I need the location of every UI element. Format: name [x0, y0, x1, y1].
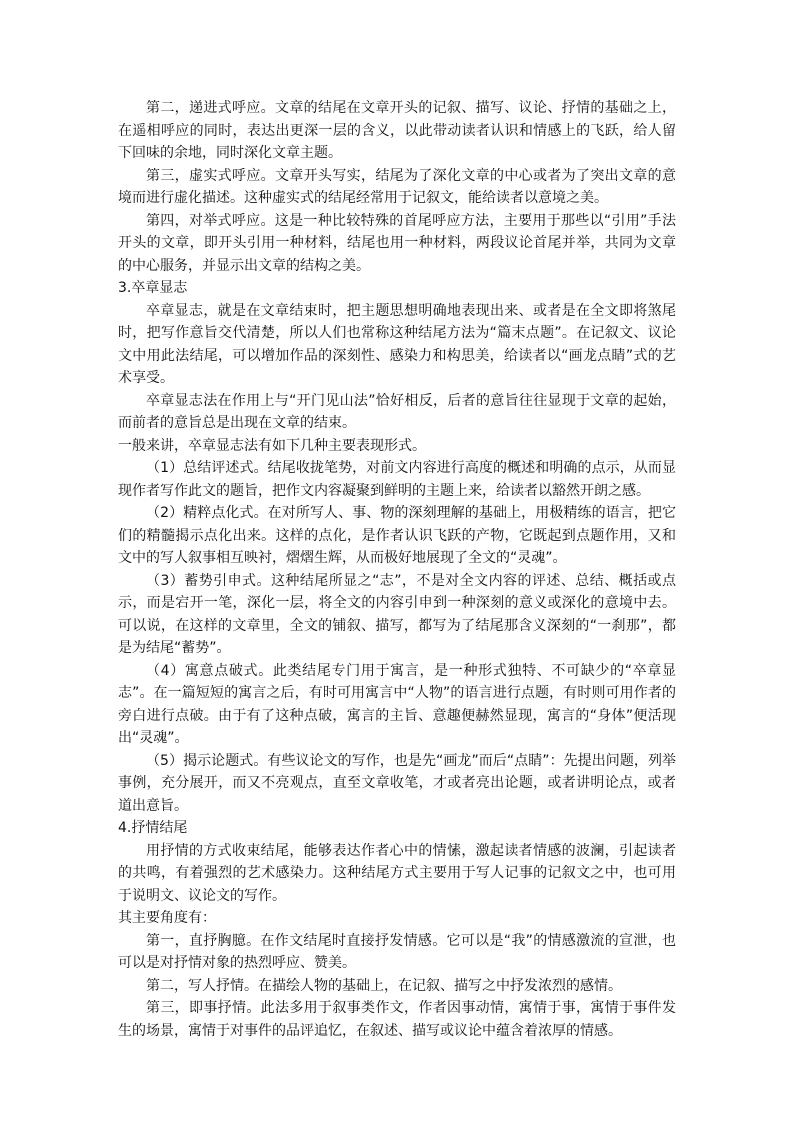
paragraph-progressive-echo: 第二，递进式呼应。文章的结尾在文章开头的记叙、描写、议论、抒情的基础之上，在遥相呼应的同时，表达出更深一层的含义，以此带动读者认识和情感上的飞跃，给人留下回味的余地，同时深化文章主题。 — [118, 100, 676, 161]
list-item-1: （1）总结评述式。结尾收拢笔势，对前文内容进行高度的概述和明确的点示，从而显现作者写作此文的题旨，把作文内容凝聚到鲜明的主题上来，给读者以豁然开朗之感。 — [118, 460, 676, 499]
paragraph-virtual-real-echo: 第三，虚实式呼应。文章开头写实，结尾为了深化文章的中心或者为了突出文章的意境而进行虚化描述。这种虚实式的结尾经常用于记叙文，能给读者以意境之美。 — [118, 167, 676, 206]
document-body — [118, 97, 676, 1042]
list-item-3: （3）蓄势引申式。这种结尾所显之“志”，不是对全文内容的评述、总结、概括或点示，而是宕开一笔，深化一层，将全文的内容引申到一种深刻的意义或深化的意境中去。可以说，在这样的文章里，全文的铺叙、描写，都写为了结尾那含义深刻的“一刹那”，都是为结尾“蓄势”。 — [118, 572, 676, 656]
paragraph-forms-intro: 一般来讲，卒章显志法有如下几种主要表现形式。 — [118, 437, 426, 454]
list-item-5: （5）揭示论题式。有些议论文的写作，也是先“画龙”而后“点睛”：先提出问题，列举事例，充分展开，而又不亮观点，直至文章收笔，才或者亮出论题，或者讲明论点，或者道出意旨。 — [118, 752, 676, 814]
angle-item-3: 第三，即事抒情。此法多用于叙事类作文，作者因事动情，寓情于事，寓情于事件发生的场景，寓情于对事件的品评追忆，在叙述、描写或议论中蕴含着浓厚的情感。 — [118, 1000, 676, 1039]
section-heading-3: 3.卒章显志 — [118, 280, 188, 296]
list-item-4: （4）寓意点破式。此类结尾专门用于寓言，是一种形式独特、不可缺少的“卒章显志”。在一篇短短的寓言之后，有时可用寓言中“人物”的语言进行点题，有时则可用作者的旁白进行点破。由于有了这种点破，寓言的主旨、意趣便赫然显现，寓言的“身体”便活现出“灵魂”。 — [118, 662, 676, 746]
angle-item-2: 第二，写人抒情。在描绘人物的基础上，在记叙、描写之中抒发浓烈的感情。 — [146, 977, 622, 994]
section-heading-4: 4.抒情结尾 — [118, 820, 188, 836]
paragraph-parallel-echo: 第四，对举式呼应。这是一种比较特殊的首尾呼应方法，主要用于那些以“引用”手法开头的文章，即开头引用一种材料，结尾也用一种材料，两段议论首尾并举，共同为文章的中心服务，并显示出文章的结构之美。 — [118, 212, 676, 274]
paragraph-definition: 卒章显志，就是在文章结束时，把主题思想明确地表现出来、或者是在全文即将煞尾时，把写作意旨交代清楚，所以人们也常称这种结尾方法为“篇末点题”。在记叙文、议论文中用此法结尾，可以增加作品的深刻性、感染力和构思美，给读者以“画龙点睛”式的艺术享受。 — [118, 302, 676, 386]
paragraph-angles-intro: 其主要角度有： — [118, 910, 216, 926]
paragraph-lyrical-ending: 用抒情的方式收束结尾，能够表达作者心中的情愫，激起读者情感的波澜，引起读者的共鸣，有着强烈的艺术感染力。这种结尾方式主要用于写人记事的记叙文之中，也可用于说明文、议论文的写作。 — [118, 842, 676, 904]
paragraph-contrast: 卒章显志法在作用上与“开门见山法”恰好相反，后者的意旨往往显现于文章的起始，而前者的意旨总是出现在文章的结束。 — [118, 392, 676, 431]
angle-item-1: 第一，直抒胸臆。在作文结尾时直接抒发情感。它可以是“我”的情感激流的宣泄，也可以是对抒情对象的热烈呼应、赞美。 — [118, 932, 676, 971]
list-item-2: （2）精粹点化式。在对所写人、事、物的深刻理解的基础上，用极精练的语言，把它们的精髓揭示点化出来。这样的点化，是作者认识飞跃的产物，它既起到点题作用，又和文中的写人叙事相互映衬，熠熠生辉，从而极好地展现了全文的“灵魂”。 — [118, 505, 676, 566]
